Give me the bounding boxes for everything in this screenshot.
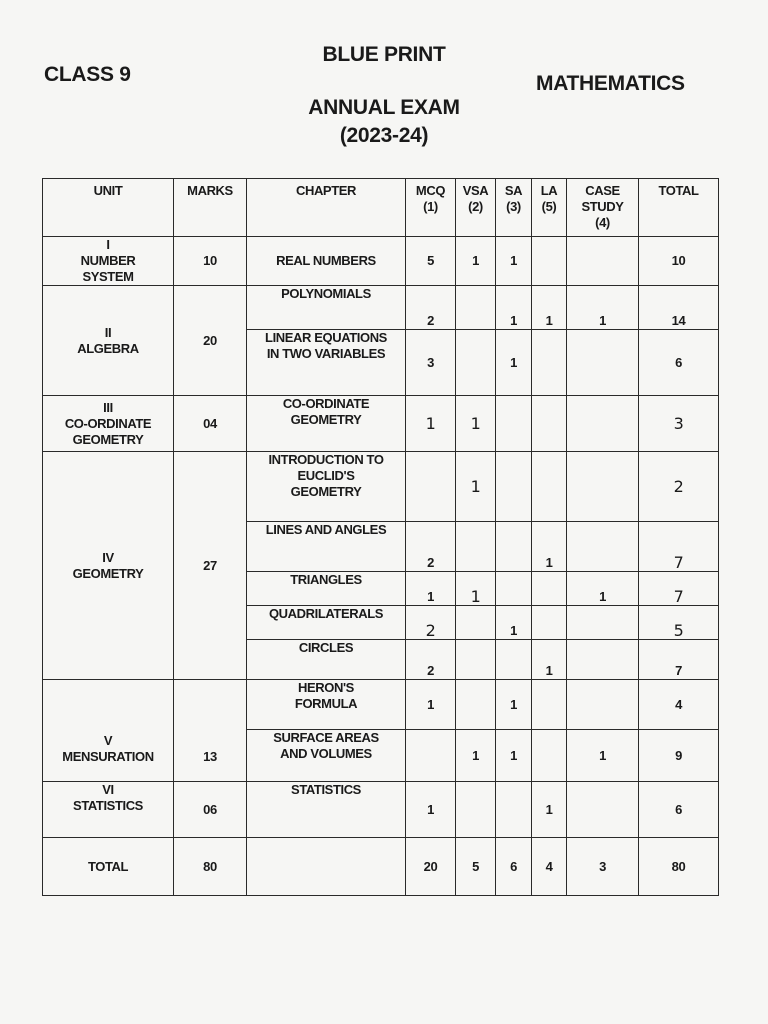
mcq-cell: 1	[406, 680, 456, 730]
chapter-cell: STATISTICS	[247, 782, 406, 838]
col-header-unit: UNIT	[43, 179, 174, 237]
sa-cell	[496, 572, 532, 606]
col-header-marks: MARKS	[174, 179, 247, 237]
la-cell: 1	[532, 640, 567, 680]
sa-cell: 1	[496, 237, 532, 286]
sa-cell	[496, 396, 532, 452]
col-header-case-study: CASE STUDY (4)	[567, 179, 639, 237]
table-row	[43, 237, 719, 286]
vsa-cell: 1	[456, 396, 496, 452]
la-cell	[532, 606, 567, 640]
sa-cell: 1	[496, 330, 532, 396]
sa-cell: 1	[496, 680, 532, 730]
table-row	[43, 782, 719, 838]
vsa-cell: 1	[456, 572, 496, 606]
sa-cell: 1	[496, 286, 532, 330]
marks-cell: 13	[174, 680, 247, 782]
case-cell	[567, 237, 639, 286]
chapter-cell: SURFACE AREAS AND VOLUMES	[247, 730, 406, 782]
totals-sa: 6	[496, 838, 532, 896]
case-cell	[567, 606, 639, 640]
unit-cell: IV GEOMETRY	[43, 452, 174, 680]
col-header-la: LA (5)	[532, 179, 567, 237]
case-cell	[567, 522, 639, 572]
mcq-cell: 3	[406, 330, 456, 396]
la-cell	[532, 396, 567, 452]
chapter-cell: INTRODUCTION TO EUCLID'S GEOMETRY	[247, 452, 406, 522]
marks-cell: 04	[174, 396, 247, 452]
total-cell: 2	[639, 452, 719, 522]
mcq-cell: 2	[406, 286, 456, 330]
vsa-cell	[456, 606, 496, 640]
totals-label: TOTAL	[43, 838, 174, 896]
totals-la: 4	[532, 838, 567, 896]
chapter-cell: CIRCLES	[247, 640, 406, 680]
case-cell	[567, 452, 639, 522]
vsa-cell	[456, 640, 496, 680]
vsa-cell: 1	[456, 730, 496, 782]
vsa-cell	[456, 782, 496, 838]
mcq-cell: 1	[406, 396, 456, 452]
document-title: BLUE PRINT	[322, 43, 446, 66]
sa-cell	[496, 452, 532, 522]
total-cell: 10	[639, 237, 719, 286]
la-cell: 1	[532, 286, 567, 330]
total-cell: 6	[639, 782, 719, 838]
header-row	[43, 179, 719, 237]
sa-cell: 1	[496, 730, 532, 782]
mcq-cell	[406, 730, 456, 782]
vsa-cell	[456, 522, 496, 572]
chapter-cell: LINES AND ANGLES	[247, 522, 406, 572]
vsa-cell	[456, 286, 496, 330]
la-cell	[532, 237, 567, 286]
la-cell	[532, 730, 567, 782]
unit-cell: III CO-ORDINATE GEOMETRY	[43, 396, 174, 452]
case-cell	[567, 640, 639, 680]
unit-cell: I NUMBER SYSTEM	[43, 237, 174, 286]
total-cell: 4	[639, 680, 719, 730]
chapter-cell: TRIANGLES	[247, 572, 406, 606]
mcq-cell: 2	[406, 640, 456, 680]
totals-total: 80	[639, 838, 719, 896]
chapter-cell: POLYNOMIALS	[247, 286, 406, 330]
unit-cell: VI STATISTICS	[43, 782, 174, 838]
table-row	[43, 680, 719, 730]
mcq-cell: 2	[406, 606, 456, 640]
case-cell	[567, 330, 639, 396]
sa-cell	[496, 522, 532, 572]
mcq-cell: 1	[406, 572, 456, 606]
total-cell: 14	[639, 286, 719, 330]
mcq-cell: 2	[406, 522, 456, 572]
chapter-cell: QUADRILATERALS	[247, 606, 406, 640]
case-cell: 1	[567, 572, 639, 606]
table-row	[43, 452, 719, 522]
totals-chapter	[247, 838, 406, 896]
col-header-total: TOTAL	[639, 179, 719, 237]
totals-vsa: 5	[456, 838, 496, 896]
case-cell	[567, 680, 639, 730]
exam-year: (2023-24)	[339, 124, 429, 147]
totals-mcq: 20	[406, 838, 456, 896]
blueprint-table	[42, 178, 719, 896]
chapter-cell: REAL NUMBERS	[247, 237, 406, 286]
vsa-cell: 1	[456, 452, 496, 522]
la-cell	[532, 330, 567, 396]
chapter-cell: HERON'S FORMULA	[247, 680, 406, 730]
case-cell: 1	[567, 286, 639, 330]
sa-cell: 1	[496, 606, 532, 640]
mcq-cell: 5	[406, 237, 456, 286]
marks-cell: 20	[174, 286, 247, 396]
col-header-mcq: MCQ (1)	[406, 179, 456, 237]
marks-cell: 10	[174, 237, 247, 286]
table-row	[43, 396, 719, 452]
sa-cell	[496, 640, 532, 680]
sa-cell	[496, 782, 532, 838]
case-cell	[567, 396, 639, 452]
chapter-cell: CO-ORDINATE GEOMETRY	[247, 396, 406, 452]
col-header-chapter: CHAPTER	[247, 179, 406, 237]
vsa-cell: 1	[456, 237, 496, 286]
col-header-vsa: VSA (2)	[456, 179, 496, 237]
totals-marks: 80	[174, 838, 247, 896]
marks-cell: 06	[174, 782, 247, 838]
subject-label: MATHEMATICS	[536, 72, 685, 95]
la-cell: 1	[532, 522, 567, 572]
totals-case: 3	[567, 838, 639, 896]
total-cell: 6	[639, 330, 719, 396]
chapter-cell: LINEAR EQUATIONS IN TWO VARIABLES	[247, 330, 406, 396]
case-cell	[567, 782, 639, 838]
unit-cell: V MENSURATION	[43, 680, 174, 782]
totals-row	[43, 838, 719, 896]
col-header-sa: SA (3)	[496, 179, 532, 237]
vsa-cell	[456, 330, 496, 396]
mcq-cell: 1	[406, 782, 456, 838]
vsa-cell	[456, 680, 496, 730]
la-cell	[532, 452, 567, 522]
la-cell	[532, 572, 567, 606]
total-cell: 9	[639, 730, 719, 782]
total-cell: 3	[639, 396, 719, 452]
total-cell: 7	[639, 572, 719, 606]
total-cell: 5	[639, 606, 719, 640]
table-row	[43, 286, 719, 330]
mcq-cell	[406, 452, 456, 522]
exam-label: ANNUAL EXAM	[308, 96, 460, 119]
case-cell: 1	[567, 730, 639, 782]
total-cell: 7	[639, 522, 719, 572]
la-cell: 1	[532, 782, 567, 838]
unit-cell: II ALGEBRA	[43, 286, 174, 396]
class-label: CLASS 9	[44, 63, 131, 86]
total-cell: 7	[639, 640, 719, 680]
marks-cell: 27	[174, 452, 247, 680]
la-cell	[532, 680, 567, 730]
